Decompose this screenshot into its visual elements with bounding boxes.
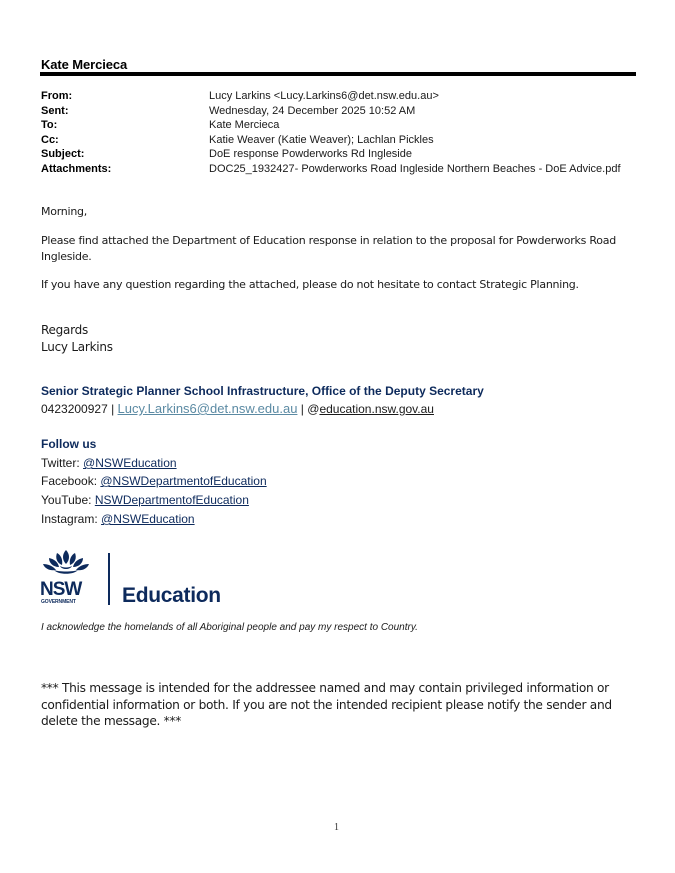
follow-us-heading: Follow us	[41, 437, 97, 451]
separator: |	[107, 402, 118, 416]
facebook-link[interactable]: @NSWDepartmentofEducation	[100, 474, 267, 488]
header-from	[41, 89, 641, 104]
header-label: To:	[41, 119, 58, 132]
header-label: Attachments:	[41, 162, 112, 175]
platform-label: YouTube:	[41, 493, 95, 507]
header-rule	[40, 72, 636, 76]
social-youtube	[41, 493, 249, 507]
greeting: Morning,	[41, 205, 88, 218]
signoff	[41, 322, 631, 356]
separator: |	[297, 402, 308, 416]
platform-label: Twitter:	[41, 456, 84, 470]
header-subject	[41, 147, 641, 162]
header-label: Sent:	[41, 104, 69, 117]
to-value: Kate Mercieca	[209, 119, 280, 132]
header-label: Cc:	[41, 133, 59, 146]
email-link[interactable]: Lucy.Larkins6@det.nsw.edu.au	[117, 401, 298, 416]
mailbox-owner-name: Kate Mercieca	[41, 57, 128, 72]
acknowledgement-of-country: I acknowledge the homelands of all Aboriginal people and pay my respect to Country.	[41, 622, 418, 633]
header-label: From:	[41, 90, 73, 102]
phone-number: 0423200927	[41, 402, 108, 416]
sent-value: Wednesday, 24 December 2025 10:52 AM	[209, 104, 416, 117]
attachment-filename[interactable]: DOC25_1932427- Powderworks Road Ingleside Northern Beaches - DoE Advice.pdf	[209, 162, 621, 175]
cc-value: Katie Weaver (Katie Weaver); Lachlan Pickles	[209, 133, 434, 146]
logo-divider	[108, 553, 110, 605]
youtube-link[interactable]: NSWDepartmentofEducation	[94, 493, 249, 507]
body-paragraph-1: Please find attached the Department of Education response in relation to the proposal for Powderworks Road Ingleside.	[41, 234, 616, 263]
body-paragraph-2: If you have any question regarding the attached, please do not hesitate to contact Strategic Planning.	[41, 278, 579, 291]
header-attachments	[41, 162, 641, 177]
social-facebook	[41, 474, 267, 488]
header-cc	[41, 133, 641, 148]
instagram-link[interactable]: @NSWEducation	[101, 512, 195, 526]
logo-department-text: Education	[122, 584, 221, 607]
email-disclaimer: *** This message is intended for the addressee named and may contain privileged information or confidential information or both. If you are not the intended recipient please notify the sender and delete the message. ***	[41, 681, 612, 728]
domain-prefix: @	[307, 402, 320, 416]
signoff-name: Lucy Larkins	[41, 340, 113, 354]
page-number: 1	[334, 822, 339, 833]
social-instagram	[41, 512, 195, 526]
email-headers	[41, 89, 641, 177]
from-value: Lucy Larkins <Lucy.Larkins6@det.nsw.edu.au>	[209, 90, 439, 102]
signature-title: Senior Strategic Planner School Infrastructure, Office of the Deputy Secretary	[41, 384, 484, 398]
subject-value: DoE response Powderworks Rd Ingleside	[209, 148, 412, 161]
website-link[interactable]: education.nsw.gov.au	[319, 402, 434, 416]
regards-text: Regards	[41, 323, 88, 337]
twitter-link[interactable]: @NSWEducation	[83, 456, 177, 470]
signature-contact-line	[41, 401, 434, 416]
header-label: Subject:	[41, 148, 85, 161]
platform-label: Instagram:	[41, 512, 102, 526]
header-sent	[41, 104, 641, 119]
waratah-icon	[40, 548, 92, 580]
social-twitter	[41, 456, 177, 470]
nsw-education-logo	[40, 548, 220, 610]
logo-nsw-text: NSW	[40, 579, 82, 600]
logo-government-text: GOVERNMENT	[41, 599, 76, 605]
platform-label: Facebook:	[41, 474, 101, 488]
header-to	[41, 118, 641, 133]
